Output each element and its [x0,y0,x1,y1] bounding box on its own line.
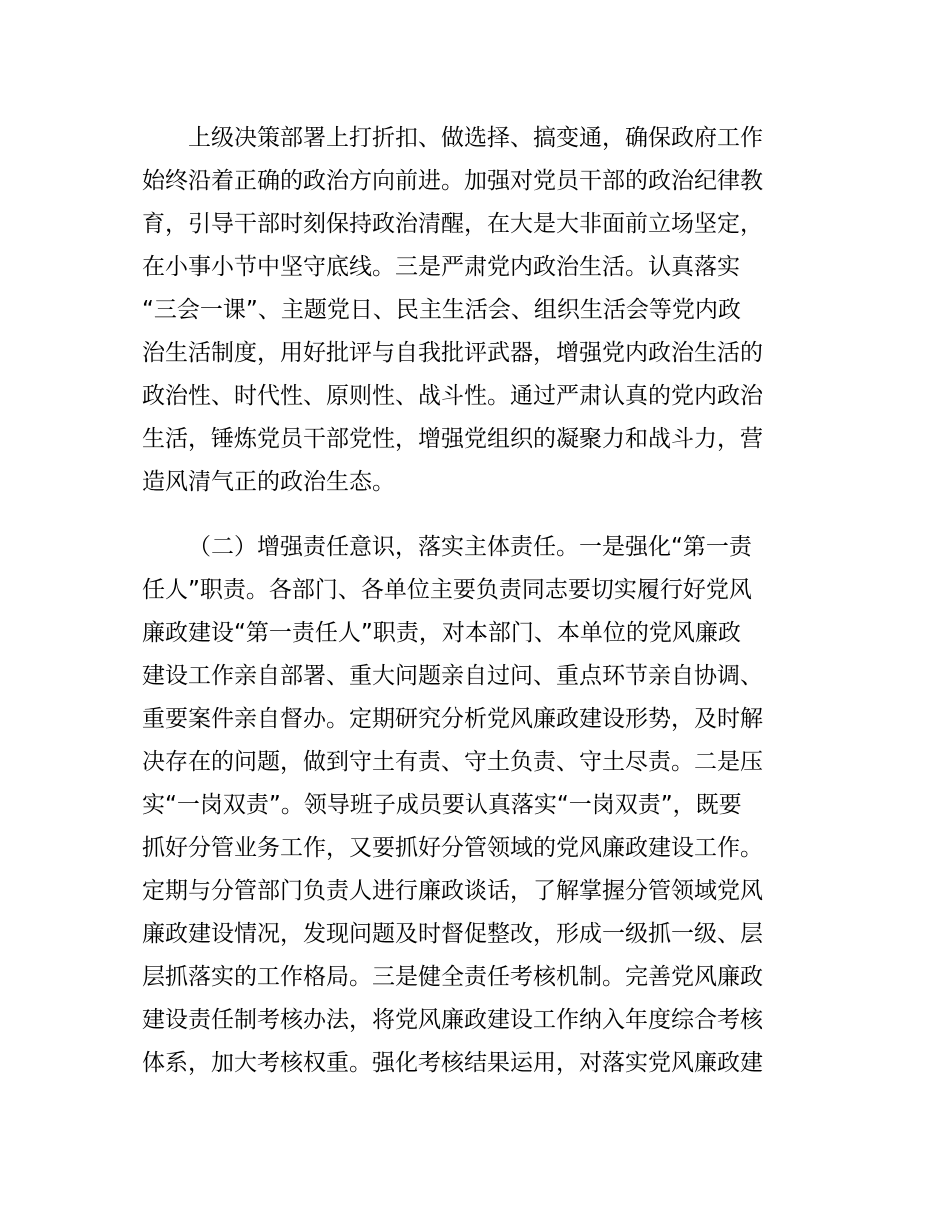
text-line: “三会一课”、主题党日、民主生活会、组织生活会等党内政 [142,297,741,323]
text-line: 层抓落实的工作格局。三是健全责任考核机制。完善党风廉政 [142,964,763,990]
text-line: 建设工作亲自部署、重大问题亲自过问、重点环节亲自协调、 [142,663,763,689]
text-line: 育，引导干部时刻保持政治清醒，在大是大非面前立场坚定， [142,211,763,237]
text-line: 决存在的问题，做到守土有责、守土负责、守土尽责。二是压 [142,749,763,775]
text-line: 上级决策部署上打折扣、做选择、搞变通，确保政府工作 [188,125,763,151]
document-body [142,117,814,1085]
text-line: 生活，锤炼党员干部党性，增强党组织的凝聚力和战斗力，营 [142,426,763,452]
text-line: 始终沿着正确的政治方向前进。加强对党员干部的政治纪律教 [142,168,763,194]
paragraph-1 [142,117,814,504]
paragraph-2 [142,526,814,1085]
section-heading-line: （二）增强责任意识，落实主体责任。一是强化“第一责 [188,534,752,560]
text-line: 实“一岗双责”。领导班子成员要认真落实“一岗双责”，既要 [142,792,742,818]
text-line: 治生活制度，用好批评与自我批评武器，增强党内政治生活的 [142,340,763,366]
text-line: 廉政建设“第一责任人”职责，对本部门、本单位的党风廉政 [142,620,741,646]
text-line: 任人”职责。各部门、各单位主要负责同志要切实履行好党风 [142,577,752,603]
text-line: 造风清气正的政治生态。 [142,469,395,495]
text-line: 建设责任制考核办法，将党风廉政建设工作纳入年度综合考核 [142,1007,763,1033]
text-line: 重要案件亲自督办。定期研究分析党风廉政建设形势，及时解 [142,706,763,732]
text-line: 在小事小节中坚守底线。三是严肃党内政治生活。认真落实 [142,254,740,280]
paragraph-spacer [142,504,814,526]
text-line: 定期与分管部门负责人进行廉政谈话，了解掌握分管领域党风 [142,878,763,904]
text-line: 抓好分管业务工作，又要抓好分管领域的党风廉政建设工作。 [142,835,763,861]
text-line: 体系，加大考核权重。强化考核结果运用，对落实党风廉政建 [142,1050,763,1076]
text-line: 政治性、时代性、原则性、战斗性。通过严肃认真的党内政治 [142,383,763,409]
text-line: 廉政建设情况，发现问题及时督促整改，形成一级抓一级、层 [142,921,763,947]
